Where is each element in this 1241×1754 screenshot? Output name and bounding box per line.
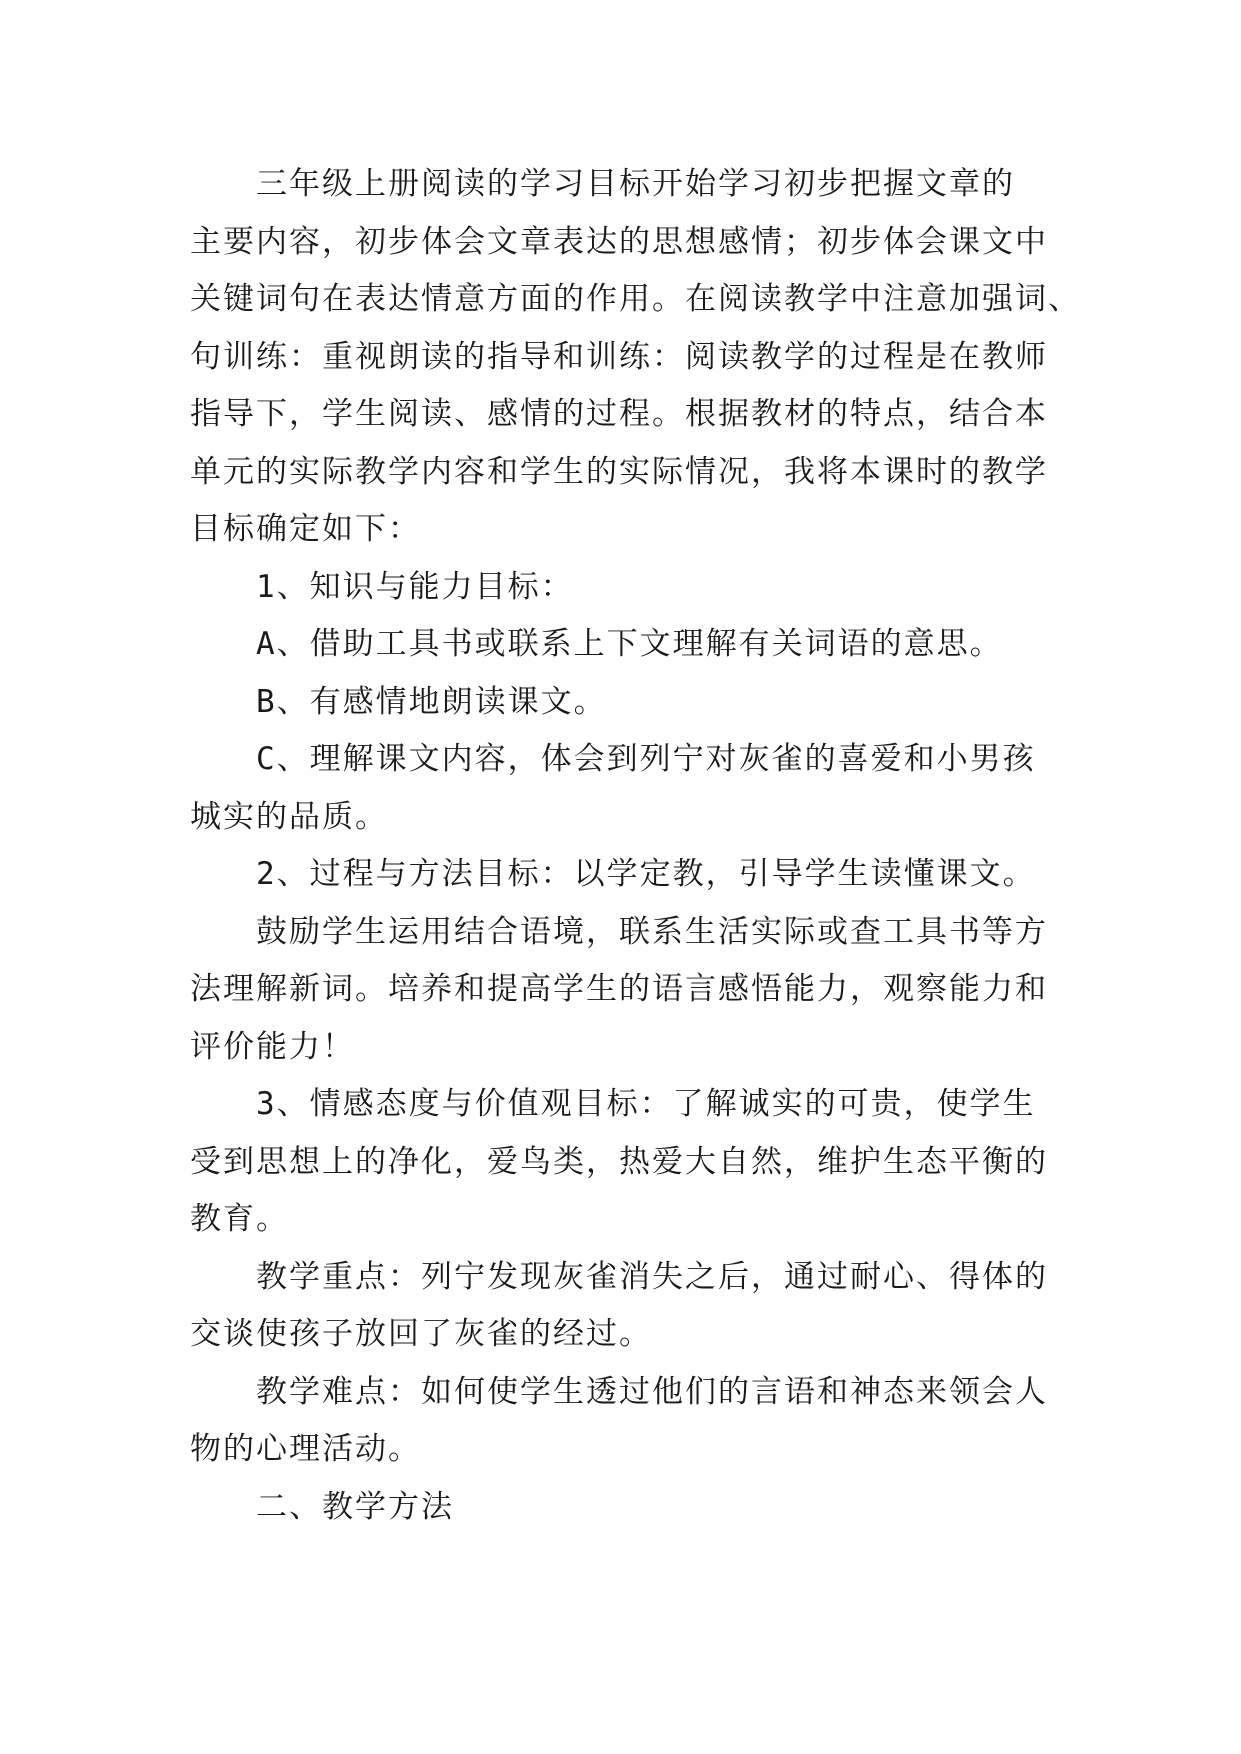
text-line: 主要内容，初步体会文章表达的思想感情；初步体会课文中 [190, 223, 1048, 260]
text-line: 单元的实际教学内容和学生的实际情况，我将本课时的教学 [190, 453, 1048, 490]
text-line: 鼓励学生运用结合语境，联系生活实际或查工具书等方 [256, 913, 1048, 950]
text-line: 三年级上册阅读的学习目标开始学习初步把握文章的 [256, 166, 1015, 202]
text-line: 城实的品质。 [190, 798, 388, 835]
text-line: 1、知识与能力目标： [256, 568, 574, 605]
text-line: 二、教学方法 [256, 1488, 454, 1525]
text-line: B、有感情地朗读课文。 [256, 683, 607, 720]
text-line: 2、过程与方法目标：以学定教，引导学生读懂课文。 [256, 856, 1036, 892]
text-line: 句训练：重视朗读的指导和训练：阅读教学的过程是在教师 [190, 338, 1048, 375]
text-line: 指导下，学生阅读、感情的过程。根据教材的特点，结合本 [190, 396, 1048, 432]
text-line: 物的心理活动。 [190, 1431, 421, 1467]
text-line: 3、情感态度与价值观目标：了解诚实的可贵，使学生 [256, 1086, 1036, 1122]
text-line: C、理解课文内容，体会到列宁对灰雀的喜爱和小男孩 [256, 741, 1036, 777]
text-line: 教学难点：如何使学生透过他们的言语和神态来领会人 [256, 1373, 1048, 1410]
text-line: 交谈使孩子放回了灰雀的经过。 [190, 1316, 652, 1352]
text-line: 评价能力！ [190, 1028, 355, 1065]
document-body [190, 156, 1090, 1536]
text-line: 受到思想上的净化，爱鸟类，热爱大自然，维护生态平衡的 [190, 1143, 1048, 1180]
text-line: A、借助工具书或联系上下文理解有关词语的意思。 [256, 626, 1003, 662]
text-line: 教育。 [190, 1201, 289, 1237]
text-line: 目标确定如下： [190, 511, 421, 547]
text-line: 关键词句在表达情意方面的作用。在阅读教学中注意加强词、 [190, 281, 1081, 317]
text-line: 教学重点：列宁发现灰雀消失之后，通过耐心、得体的 [256, 1258, 1048, 1295]
text-line: 法理解新词。培养和提高学生的语言感悟能力，观察能力和 [190, 971, 1048, 1007]
